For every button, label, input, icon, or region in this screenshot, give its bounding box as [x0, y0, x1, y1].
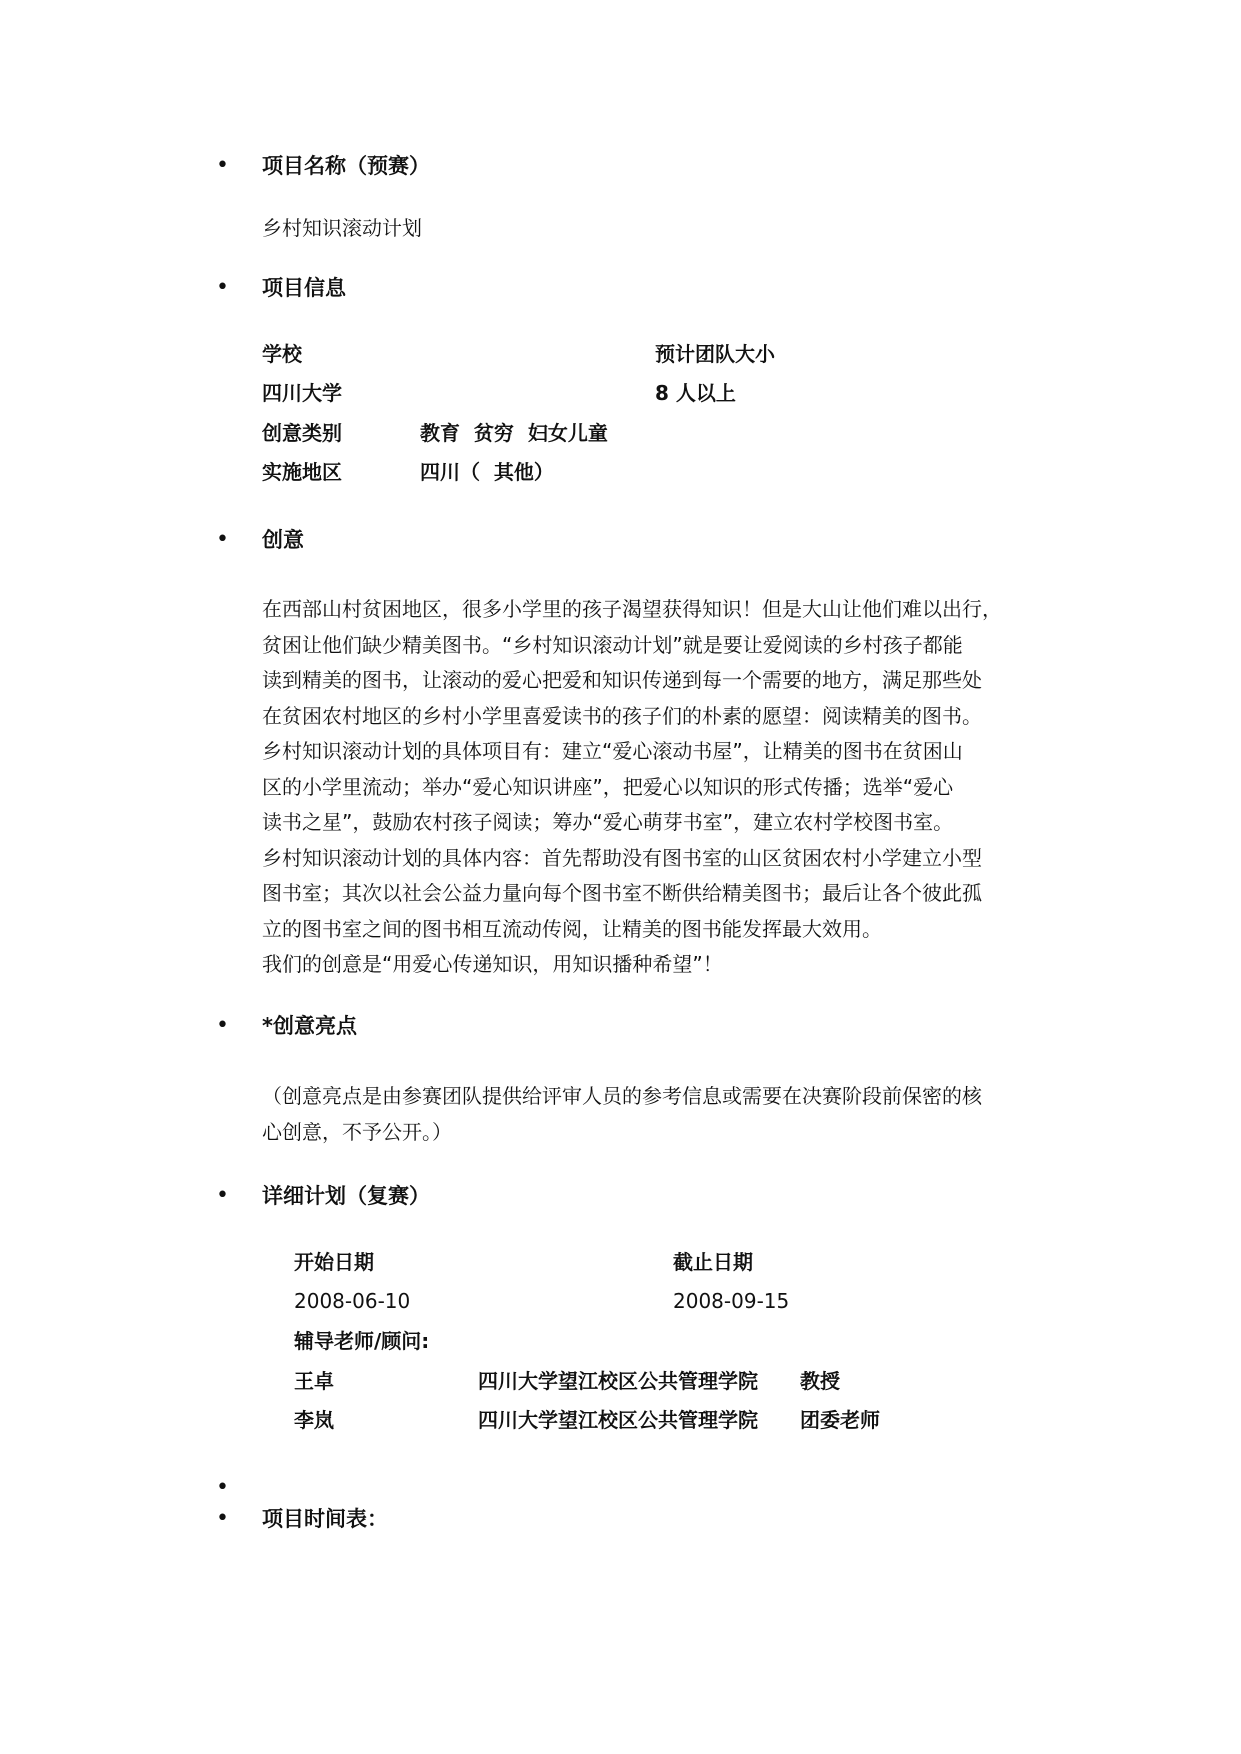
region-label: 实施地区	[262, 460, 342, 484]
category-label: 创意类别	[262, 421, 342, 445]
start-date-value: 2008-06-10	[294, 1289, 411, 1313]
section-title: 创意	[262, 528, 304, 552]
idea-line: 贫困让他们缺少精美图书。“乡村知识滚动计划”就是要让爱阅读的乡村孩子都能	[262, 632, 963, 657]
idea-line: 乡村知识滚动计划的具体内容：首先帮助没有图书室的山区贫困农村小学建立小型	[262, 845, 982, 870]
team-size-label: 预计团队大小	[655, 342, 775, 366]
idea-line: 读书之星”，鼓励农村孩子阅读；筹办“爱心萌芽书室”，建立农村学校图书室。	[262, 810, 954, 834]
advisor-title: 教授	[800, 1369, 840, 1393]
start-date-label: 开始日期	[294, 1250, 374, 1274]
section-title: *创意亮点	[262, 1014, 357, 1038]
project-name-value: 乡村知识滚动计划	[262, 216, 422, 240]
bullet-icon: •	[216, 1506, 229, 1531]
idea-line: 立的图书室之间的图书相互流动传阅，让精美的图书能发挥最大效用。	[262, 916, 882, 941]
idea-line: 区的小学里流动；举办“爱心知识讲座”，把爱心以知识的形式传播；选举“爱心	[262, 774, 954, 799]
idea-paragraph	[262, 592, 1002, 983]
highlight-line: 心创意，不予公开。）	[262, 1120, 452, 1144]
bullet-icon: •	[216, 275, 229, 300]
bullet-icon: •	[216, 1013, 229, 1038]
advisor-name: 王卓	[294, 1369, 334, 1393]
category-value: 教育 贫穷 妇女儿童	[420, 421, 608, 445]
school-label: 学校	[262, 342, 302, 366]
section-title: 项目时间表：	[262, 1507, 388, 1531]
idea-line: 我们的创意是“用爱心传递知识，用知识播种希望”！	[262, 952, 723, 976]
idea-line: 乡村知识滚动计划的具体项目有：建立“爱心滚动书屋”，让精美的图书在贫困山	[262, 739, 963, 763]
bullet-icon: •	[216, 1475, 229, 1500]
highlight-line: （创意亮点是由参赛团队提供给评审人员的参考信息或需要在决赛阶段前保密的核	[262, 1084, 982, 1108]
idea-line: 在贫困农村地区的乡村小学里喜爱读书的孩子们的朴素的愿望：阅读精美的图书。	[262, 703, 982, 728]
region-value: 四川（ 其他）	[420, 460, 554, 484]
bullet-icon: •	[216, 1183, 229, 1208]
idea-line: 在西部山村贫困地区，很多小学里的孩子渴望获得知识！但是大山让他们难以出行，	[262, 597, 1002, 621]
advisor-org: 四川大学望江校区公共管理学院	[478, 1369, 758, 1393]
advisor-title: 团委老师	[800, 1408, 880, 1432]
advisor-label: 辅导老师/顾问:	[294, 1329, 430, 1353]
school-value: 四川大学	[262, 381, 342, 405]
section-title: 项目名称（预赛）	[262, 154, 430, 178]
end-date-value: 2008-09-15	[673, 1289, 790, 1313]
end-date-label: 截止日期	[673, 1250, 753, 1274]
section-title: 项目信息	[262, 276, 346, 300]
section-title: 详细计划（复赛）	[262, 1184, 430, 1208]
advisor-org: 四川大学望江校区公共管理学院	[478, 1408, 758, 1432]
idea-line: 读到精美的图书，让滚动的爱心把爱和知识传递到每一个需要的地方，满足那些处	[262, 668, 982, 692]
advisor-name: 李岚	[294, 1408, 334, 1432]
idea-line: 图书室；其次以社会公益力量向每个图书室不断供给精美图书；最后让各个彼此孤	[262, 881, 982, 905]
highlight-paragraph	[262, 1078, 982, 1150]
bullet-icon: •	[216, 153, 229, 178]
team-size-value: 8 人以上	[655, 381, 736, 405]
bullet-icon: •	[216, 527, 229, 552]
